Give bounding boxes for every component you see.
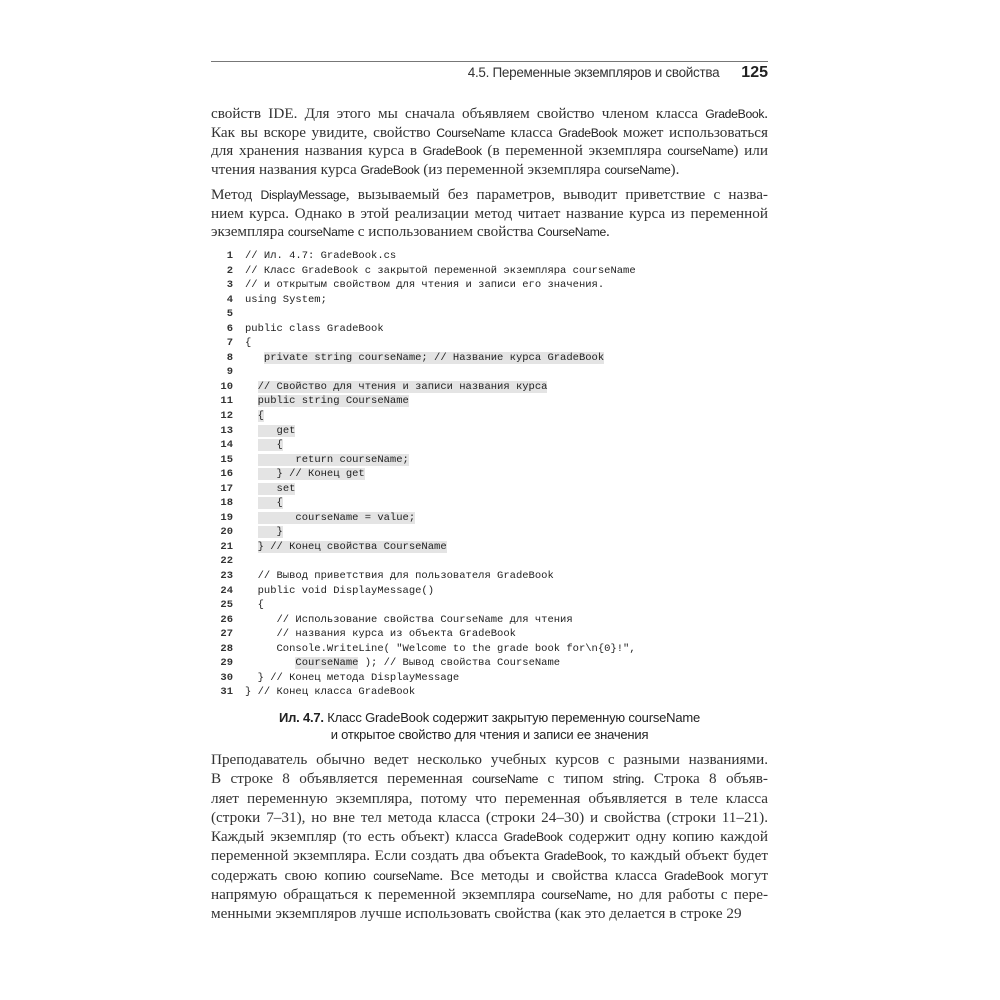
line-number: 4 (226, 293, 233, 306)
code-line (211, 453, 768, 468)
code-text: // Использование свойства CourseName для чтения (245, 613, 573, 626)
code-text (245, 439, 258, 451)
text-run: , но для работы с пере- (607, 886, 769, 904)
inline-code: GradeBook (544, 849, 604, 864)
inline-code: courseName (472, 772, 539, 787)
code-text: // названия курса из объекта GradeBook (245, 628, 516, 641)
paragraph-3 (211, 750, 768, 924)
line-number: 28 (220, 642, 233, 655)
inline-code: GradeBook (558, 125, 618, 140)
line-number: 7 (226, 337, 233, 350)
text-run: . (606, 223, 610, 241)
code-line (211, 656, 768, 671)
text-run: может использоваться (617, 123, 768, 141)
line-number: 14 (220, 439, 233, 452)
code-line (211, 613, 768, 628)
code-text (245, 483, 258, 495)
highlighted-code: get (257, 424, 296, 437)
code-text (245, 454, 258, 466)
inline-code: GradeBook (503, 830, 563, 845)
code-line (211, 293, 768, 308)
text-run: напрямую обращаться к переменной экземпляра (211, 886, 542, 904)
line-number: 9 (226, 366, 233, 379)
line-number: 5 (226, 308, 233, 321)
code-text (245, 497, 258, 509)
code-text: // Класс GradeBook с закрытой переменной экземпляра courseName (245, 264, 636, 277)
line-number: 30 (220, 671, 233, 684)
code-line (211, 394, 768, 409)
code-text: ); // Вывод свойства CourseName (358, 657, 561, 670)
highlighted-code: } // Конец свойства CourseName (257, 540, 447, 553)
code-line (211, 264, 768, 279)
line-number: 6 (226, 322, 233, 335)
code-line (211, 351, 768, 366)
code-text: using System; (245, 293, 327, 306)
code-text (245, 395, 258, 407)
line-number: 31 (220, 686, 233, 699)
highlighted-code: { (257, 439, 283, 452)
code-text: public class GradeBook (245, 322, 384, 335)
line-number: 20 (220, 526, 233, 539)
text-run: Метод (211, 186, 261, 203)
text-line (211, 904, 768, 923)
inline-code: courseName (287, 225, 354, 240)
text-run: свойств IDE. Для этого мы сначала объявляем свойство членом класса (211, 105, 706, 122)
code-line (211, 584, 768, 599)
text-run: с использованием свойства (353, 223, 538, 241)
code-line (211, 685, 768, 700)
highlighted-code: courseName = value; (257, 511, 416, 524)
text-run: ) или (733, 142, 768, 160)
code-text: // Вывод приветствия для пользователя GradeBook (245, 570, 554, 583)
text-run: экземпляра (211, 223, 288, 241)
line-number: 29 (220, 657, 233, 670)
text-line (211, 750, 768, 769)
text-line (211, 161, 768, 180)
code-line (211, 278, 768, 293)
code-line (211, 671, 768, 686)
code-text: // и открытым свойством для чтения и записи его значения. (245, 279, 605, 292)
figure-caption (211, 709, 768, 743)
text-line (211, 827, 768, 846)
text-line (211, 223, 768, 242)
line-number: 15 (220, 453, 233, 466)
line-number: 26 (220, 613, 233, 626)
inline-code: GradeBook (360, 162, 420, 177)
highlighted-code: public string CourseName (257, 395, 409, 408)
code-line (211, 322, 768, 337)
code-text (245, 410, 258, 422)
text-line (211, 124, 768, 143)
code-line (211, 525, 768, 540)
text-run: Как вы вскоре увидите, свойство (211, 123, 437, 141)
text-line (211, 142, 768, 161)
inline-code: GradeBook (664, 868, 724, 883)
line-number: 11 (220, 395, 233, 408)
text-run: (строки 7–31), но вне тел метода класса (строки 24–30) и свойства (строки 11–21). (211, 808, 768, 826)
code-line (211, 438, 768, 453)
highlighted-code: // Свойство для чтения и записи названия курса (257, 380, 548, 393)
code-text: // Ил. 4.7: GradeBook.cs (245, 250, 397, 262)
code-line (211, 569, 768, 584)
code-line (211, 467, 768, 482)
text-run: содержать свою копию (211, 866, 374, 884)
code-line (211, 409, 768, 424)
code-text: { (245, 599, 264, 612)
code-line (211, 642, 768, 657)
header-rule (211, 61, 768, 62)
text-run: ляет переменную экземпляра, потому что переменная объявляется в теле класса (211, 789, 768, 807)
highlighted-code: } // Конец get (257, 468, 365, 481)
code-line (211, 554, 768, 569)
code-text (245, 541, 258, 553)
text-run: с типом (538, 770, 613, 788)
line-number: 3 (226, 279, 233, 292)
line-number: 24 (220, 584, 233, 597)
line-number: 19 (220, 511, 233, 524)
paragraph-2 (211, 186, 768, 242)
text-run: переменной экземпляра. Если создать два объекта (211, 847, 545, 865)
inline-code: courseName (667, 144, 734, 159)
code-text (245, 381, 258, 393)
code-line (211, 336, 768, 351)
line-number: 16 (220, 468, 233, 481)
code-text (245, 526, 258, 538)
text-run: . (764, 105, 768, 122)
code-line (211, 307, 768, 322)
code-text: Console.WriteLine( "Welcome to the grade book for\n{0}!", (245, 642, 636, 655)
code-line (211, 540, 768, 555)
code-line (211, 627, 768, 642)
highlighted-code: } (257, 526, 283, 539)
line-number: 23 (220, 570, 233, 583)
inline-code: CourseName (537, 225, 607, 240)
code-line (211, 380, 768, 395)
caption-line-2: и открытое свойство для чтения и записи ее значения (330, 727, 649, 742)
text-run: , вызываемый без параметров, выводит приветствие с назва- (345, 186, 768, 203)
text-run: (из переменной экземпляра (419, 160, 605, 178)
line-number: 21 (220, 540, 233, 553)
code-text: } // Конец метода DisplayMessage (245, 671, 460, 684)
code-line (211, 482, 768, 497)
text-run: . Все методы и свойства класса (439, 866, 665, 884)
line-number: 8 (226, 351, 233, 364)
code-line (211, 511, 768, 526)
line-number: 13 (220, 424, 233, 437)
code-line (211, 249, 768, 264)
text-line (211, 186, 768, 205)
line-number: 12 (220, 410, 233, 423)
inline-code: DisplayMessage (260, 188, 346, 202)
section-title: 4.5. Переменные экземпляров и свойства (467, 65, 720, 80)
line-number: 27 (220, 628, 233, 641)
text-run: чтения названия курса (211, 160, 361, 178)
text-line (211, 205, 768, 224)
line-number: 10 (220, 380, 233, 393)
code-text (245, 352, 264, 364)
text-line (211, 789, 768, 808)
highlighted-code: private string courseName; // Название курса GradeBook (263, 351, 605, 364)
text-run: , то каждый объект будет (603, 847, 768, 865)
text-line (211, 866, 768, 885)
code-text (245, 512, 258, 524)
line-number: 17 (220, 482, 233, 495)
highlighted-code: return courseName; (257, 453, 409, 466)
paragraph-1 (211, 105, 768, 179)
code-listing (211, 249, 768, 700)
text-line (211, 105, 768, 124)
inline-code: courseName (604, 162, 671, 177)
line-number: 1 (226, 250, 233, 262)
code-line (211, 365, 768, 380)
code-line (211, 496, 768, 511)
text-run: класса (505, 123, 559, 141)
line-number: 22 (220, 555, 233, 568)
code-text (245, 425, 258, 437)
text-run: ). (670, 160, 680, 178)
code-text (245, 657, 295, 669)
highlighted-code: { (257, 497, 283, 510)
code-text: } // Конец класса GradeBook (245, 686, 416, 699)
inline-code: CourseName (436, 125, 506, 140)
code-line (211, 598, 768, 613)
highlighted-code: CourseName (295, 657, 359, 670)
highlighted-code: { (257, 410, 264, 423)
inline-code: courseName (541, 888, 608, 903)
text-run: В строке 8 объявляется переменная (211, 770, 473, 788)
text-run: менными экземпляров лучше использовать свойства (как это делается в строке 29 (211, 905, 742, 923)
running-header (211, 64, 768, 84)
caption-label: Ил. 4.7. (278, 710, 324, 725)
text-line (211, 808, 768, 827)
text-line (211, 885, 768, 904)
text-run: содержит одну копию каждой (562, 828, 768, 846)
line-number: 25 (220, 599, 233, 612)
code-text: { (245, 337, 252, 350)
inline-code: GradeBook (705, 107, 765, 121)
text-run: нием курса. Однако в этой реализации метод читает название курса из переменной (211, 204, 768, 222)
text-run: . Строка 8 объяв- (640, 770, 768, 788)
text-run: могут (723, 866, 769, 884)
code-line (211, 424, 768, 439)
page-number: 125 (741, 64, 768, 81)
code-text (245, 468, 258, 480)
highlighted-code: set (257, 482, 296, 495)
inline-code: string (612, 772, 641, 787)
text-line (211, 769, 768, 788)
text-run: (в переменной экземпляра (481, 142, 668, 160)
inline-code: courseName (373, 868, 440, 883)
text-run: Преподаватель обычно ведет несколько учебных курсов с разными названиями. (211, 751, 768, 768)
caption-line-1: Класс GradeBook содержит закрытую переменную courseName (323, 710, 701, 725)
code-text: public void DisplayMessage() (245, 584, 435, 597)
line-number: 2 (226, 264, 233, 277)
text-run: для хранения названия курса в (211, 142, 423, 160)
line-number: 18 (220, 497, 233, 510)
text-line (211, 846, 768, 865)
text-run: Каждый экземпляр (то есть объект) класса (211, 828, 504, 846)
inline-code: GradeBook (422, 144, 482, 159)
